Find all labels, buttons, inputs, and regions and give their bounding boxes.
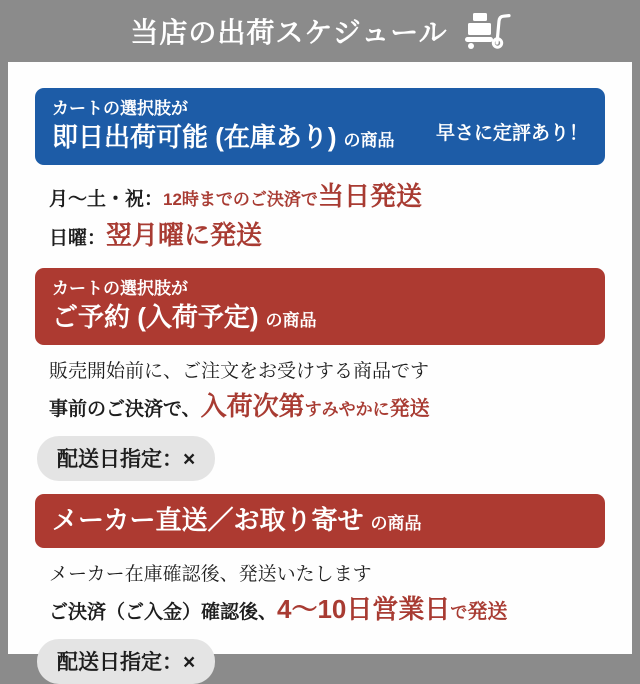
direct-shipping-row bbox=[49, 593, 605, 627]
preorder-shipping-row bbox=[49, 390, 605, 424]
page-title: 当店の出荷スケジュール bbox=[130, 17, 448, 48]
direct-emphasis: 4〜10日営業日 bbox=[277, 594, 451, 625]
instock-banner-text bbox=[52, 98, 395, 153]
preorder-description bbox=[49, 360, 605, 385]
preorder-desc-text: 販売開始前に、ご注文をお受けする商品です bbox=[49, 361, 430, 383]
instock-highlight-text: 即日出荷可能 (在庫あり) bbox=[52, 121, 337, 152]
schedule-row-sunday bbox=[49, 219, 605, 253]
preorder-ship-word: 発送 bbox=[389, 398, 430, 421]
instock-banner-intro: カートの選択肢が bbox=[52, 99, 188, 118]
preorder-banner-highlight bbox=[52, 301, 588, 334]
preorder-banner-suffix: の商品 bbox=[265, 310, 317, 330]
direct-condition-label: ご決済（ご入金）確認後、 bbox=[49, 602, 278, 624]
instock-banner bbox=[35, 88, 605, 165]
preorder-condition-label: 事前のご決済で、 bbox=[49, 399, 201, 421]
delivery-date-pill-preorder: 配送日指定：× bbox=[37, 436, 215, 481]
preorder-mid-text: すみやかに bbox=[304, 400, 390, 420]
direct-banner bbox=[35, 494, 605, 549]
hand-truck-icon bbox=[464, 12, 510, 50]
page-header bbox=[0, 0, 640, 62]
preorder-banner-intro: カートの選択肢が bbox=[52, 279, 188, 299]
direct-banner-highlight bbox=[52, 504, 588, 537]
instock-banner-suffix: の商品 bbox=[343, 130, 395, 150]
delivery-date-pill-direct: 配送日指定：× bbox=[37, 639, 215, 684]
sunday-label: 日曜： bbox=[49, 228, 107, 250]
preorder-emphasis: 入荷次第 bbox=[200, 391, 305, 422]
direct-mid-text: で bbox=[450, 603, 468, 623]
content-panel bbox=[8, 62, 632, 674]
direct-description bbox=[49, 563, 605, 588]
sunday-emphasis: 翌月曜に発送 bbox=[106, 220, 263, 251]
schedule-row-weekday bbox=[49, 180, 605, 214]
direct-banner-suffix: の商品 bbox=[370, 513, 422, 533]
preorder-banner bbox=[35, 268, 605, 345]
weekday-label: 月〜土・祝： bbox=[49, 189, 164, 211]
weekday-emphasis: 当日発送 bbox=[317, 181, 422, 212]
direct-ship-word: 発送 bbox=[467, 601, 508, 624]
direct-highlight-text: メーカー直送／お取り寄せ bbox=[52, 504, 364, 535]
instock-banner-highlight bbox=[52, 121, 395, 154]
speed-note: 早さに定評あり！ bbox=[435, 123, 588, 145]
weekday-condition: 12時までのご決済で bbox=[163, 190, 318, 210]
preorder-highlight-text: ご予約 (入荷予定) bbox=[52, 301, 259, 332]
direct-desc-text: メーカー在庫確認後、発送いたします bbox=[49, 564, 372, 586]
